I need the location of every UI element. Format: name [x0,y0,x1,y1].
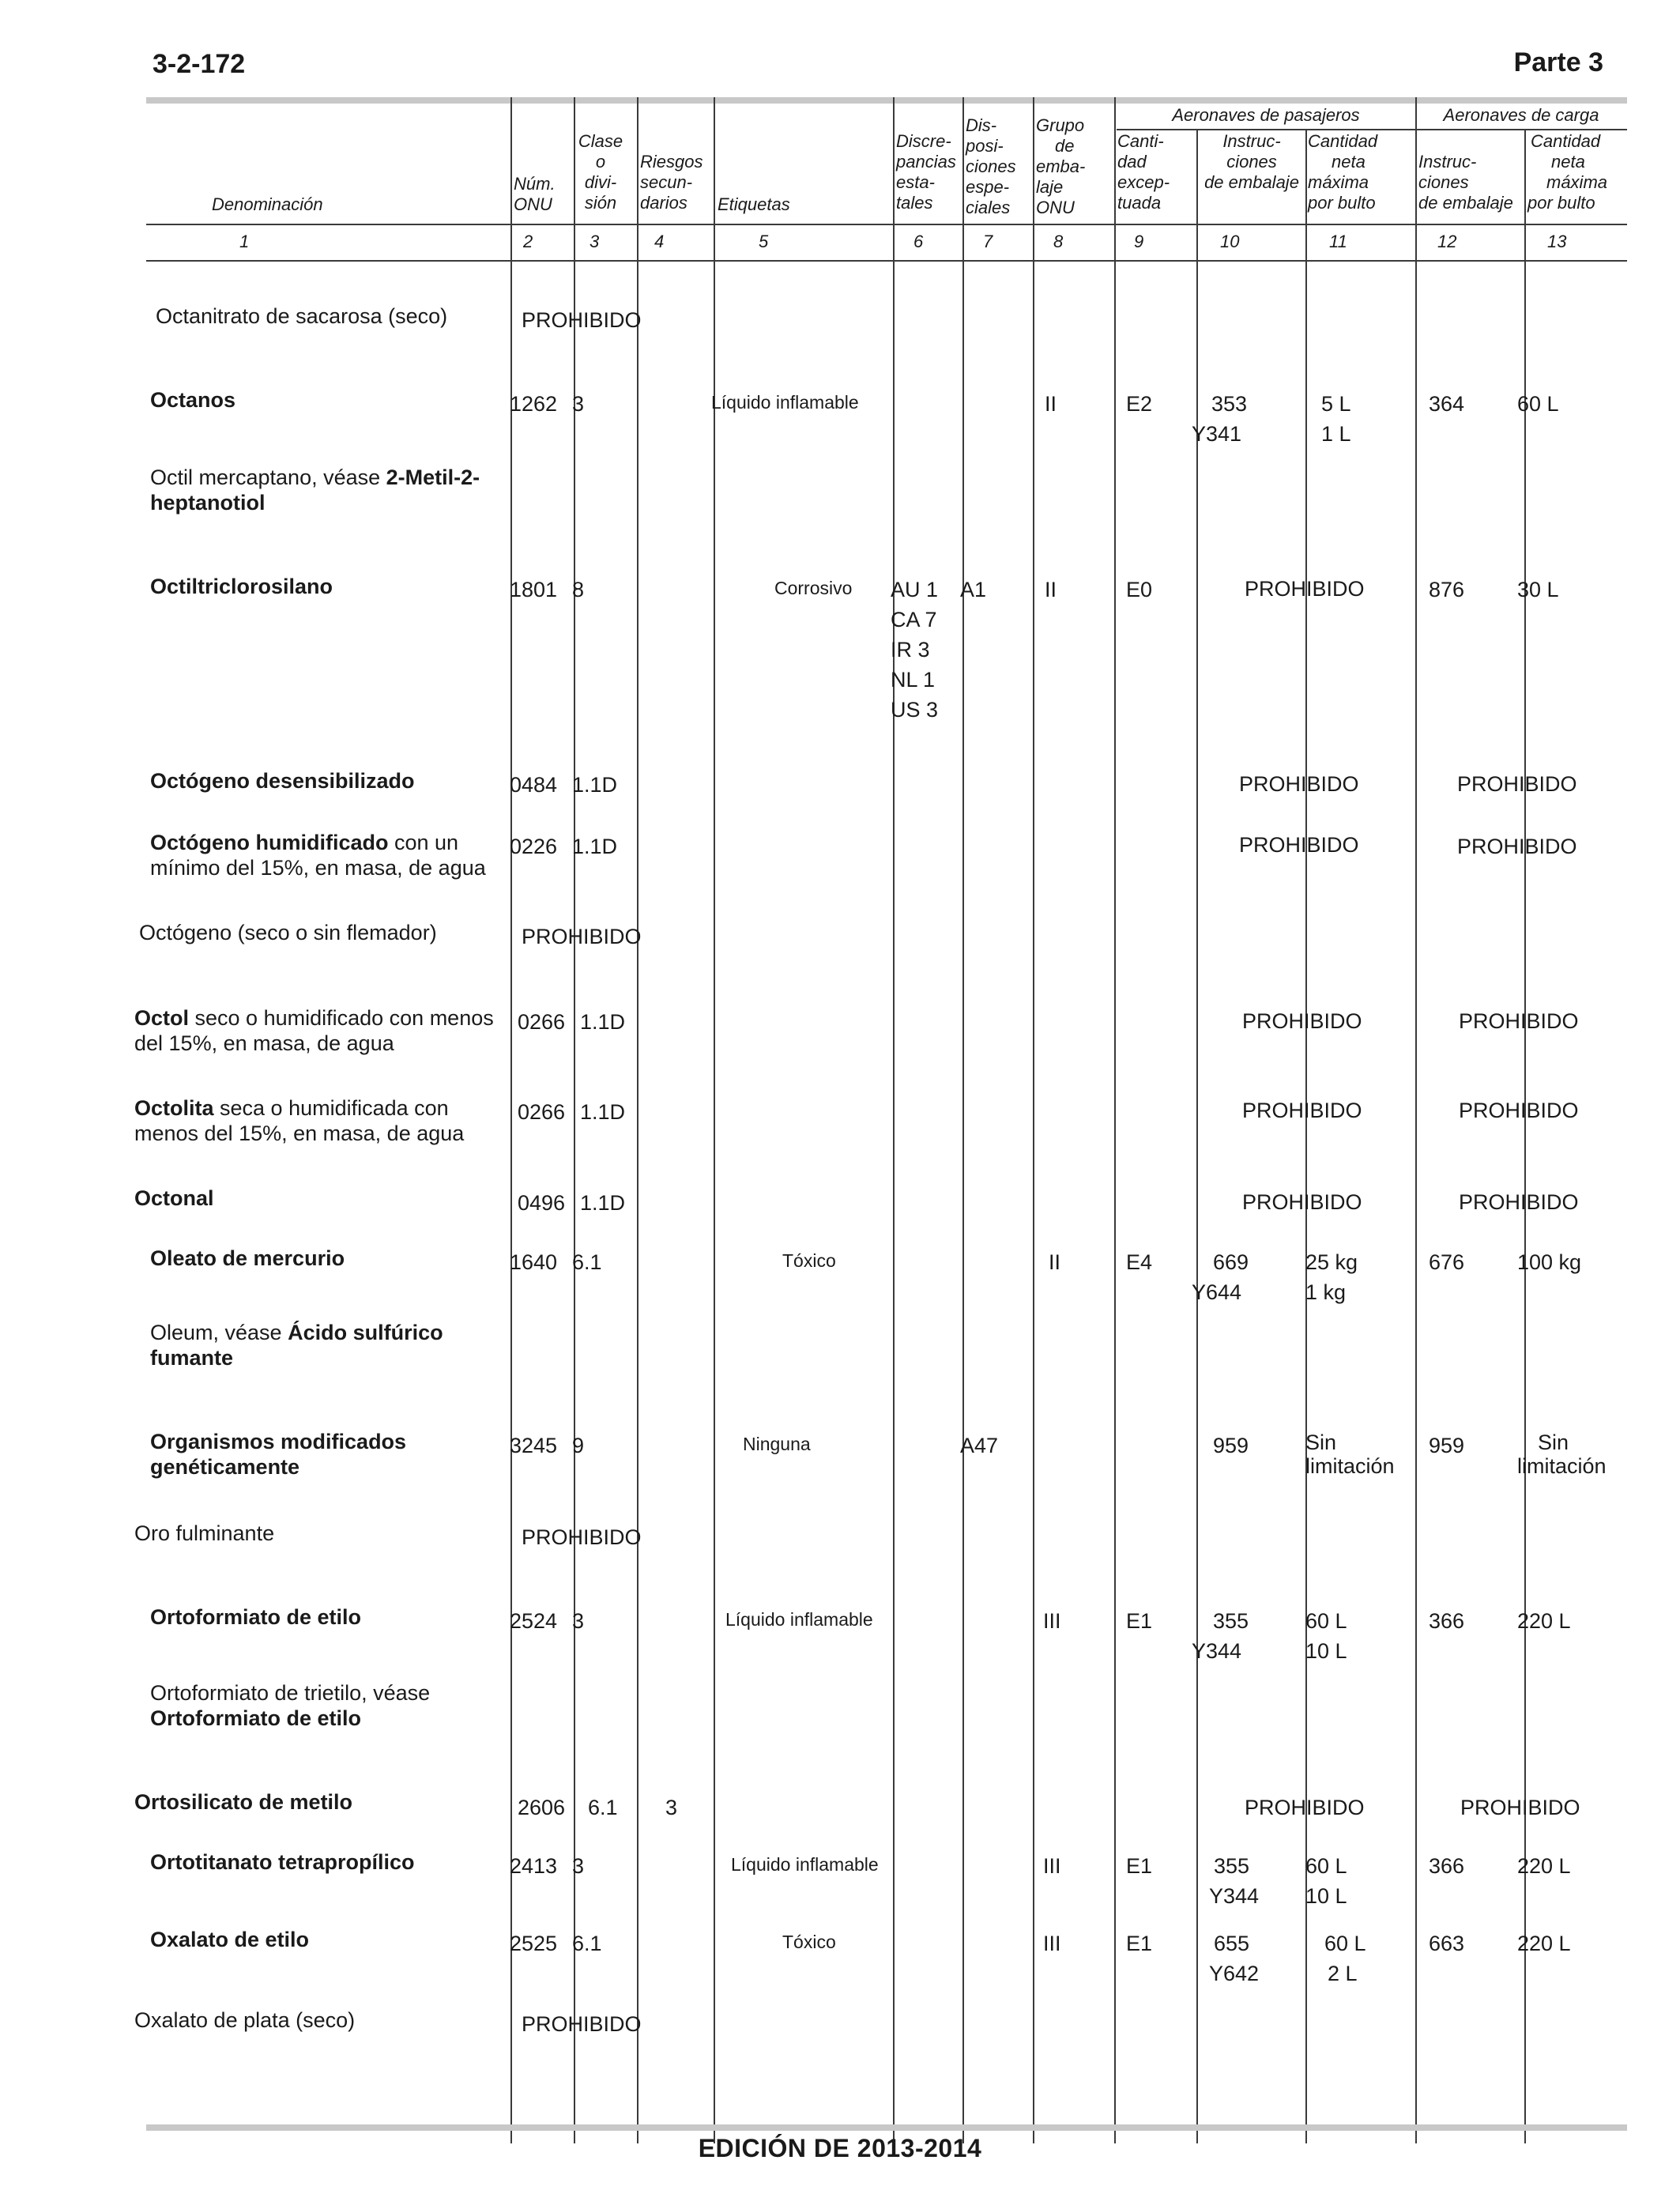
forbidden-all: PROHIBIDO [522,1525,642,1549]
onu-number: 0484 [510,773,558,797]
qty-passenger: 60 L 2 L [1324,1932,1366,1985]
col-number-7: 7 [983,232,993,251]
forbidden-all: PROHIBIDO [522,308,642,332]
col-number-6: 6 [913,232,924,251]
header-cantidad-pasajeros: Cantidad neta máxima por bulto [1308,131,1378,213]
header-grupo: Grupo de emba- laje ONU [1036,115,1086,217]
label-value: Corrosivo [774,578,853,598]
header-riesgos: Riesgos secun- darios [640,152,703,213]
row-name: Oro fulminante [134,1521,275,1545]
row-name: Octógeno desensibilizado [150,769,415,793]
onu-number: 1801 [510,578,558,601]
bottom-rule [146,2124,1627,2131]
pi-cargo: 876 [1429,578,1465,601]
excepted-qty: E1 [1126,1854,1153,1878]
header-divider-line [146,224,1627,225]
qty-cargo: 220 L [1517,1609,1571,1633]
passenger-forbidden: PROHIBIDO [1242,1009,1362,1033]
row-name: Oxalato de plata (seco) [134,2008,356,2032]
row-name: Octol seco o humidificado con menos del 15%, en masa, de agua [134,1006,494,1055]
header-cantidad-carga: Cantidad neta máxima por bulto [1527,131,1608,213]
row-name: Oxalato de etilo [150,1928,310,1951]
forbidden-all: PROHIBIDO [522,2012,642,2036]
pi-cargo: 366 [1429,1609,1465,1633]
label-value: Líquido inflamable [711,392,859,413]
label-value: Líquido inflamable [731,1854,879,1875]
col-line-11 [1305,129,1307,2143]
qty-cargo: 30 L [1517,578,1559,601]
header-instrucciones-pasajeros: Instruc- ciones de embalaje [1204,131,1299,192]
col-number-2: 2 [523,232,533,251]
row-name: Octil mercaptano, véase 2-Metil-2-heptanotiol [150,466,480,515]
col-line-7 [962,97,964,2143]
col-line-13 [1524,129,1526,2143]
class-value: 9 [572,1434,585,1457]
excepted-qty: E1 [1126,1932,1153,1955]
pi-passenger: 355 Y344 [1192,1609,1249,1663]
pi-cargo: 663 [1429,1932,1465,1955]
row-name: Octolita seca o humidificada con menos del 15%, en masa, de agua [134,1096,465,1145]
onu-number: 2606 [518,1796,566,1819]
row-name: Organismos modificados genéticamente [150,1430,407,1479]
pi-cargo: 364 [1429,392,1465,416]
row-name: Oleum, véase Ácido sulfúrico fumante [150,1321,443,1370]
row-name: Octógeno humidificado con un mínimo del 15%, en masa, de agua [150,831,486,880]
label-value: Tóxico [782,1932,836,1952]
packing-group: II [1049,1250,1061,1274]
cargo-forbidden: PROHIBIDO [1459,1099,1579,1122]
onu-number: 0226 [510,835,558,858]
part-label: Parte 3 [1513,47,1603,77]
qty-cargo: 220 L [1517,1932,1571,1955]
col-number-10: 10 [1220,232,1240,251]
col-line-9 [1114,97,1116,2143]
onu-number: 2525 [510,1932,558,1955]
qty-passenger: 5 L 1 L [1321,392,1351,446]
qty-passenger: 60 L 10 L [1305,1609,1347,1663]
header-num-onu: Núm. ONU [514,174,556,214]
class-value: 1.1D [580,1100,626,1124]
header-disposiciones: Dis- posi- ciones espe- ciales [966,115,1016,217]
edition-footer: EDICIÓN DE 2013-2014 [698,2134,982,2162]
pi-cargo: 676 [1429,1250,1465,1274]
passenger-forbidden: PROHIBIDO [1242,1099,1362,1122]
row-name: Ortosilicato de metilo [134,1790,353,1814]
qty-cargo: 220 L [1517,1854,1571,1878]
onu-number: 1262 [510,392,558,416]
col-number-4: 4 [654,232,665,251]
class-value: 3 [572,392,585,416]
state-variations: AU 1 CA 7 IR 3 NL 1 US 3 [891,578,939,722]
row-name: Ortoformiato de trietilo, véase Ortoformiato de etilo [150,1681,431,1730]
subsidiary-risk: 3 [665,1796,678,1819]
header-pasajeros: Aeronaves de pasajeros [1172,105,1360,125]
pi-cargo: 366 [1429,1854,1465,1878]
onu-number: 2413 [510,1854,558,1878]
packing-group: III [1043,1854,1061,1878]
col-number-11: 11 [1329,232,1347,251]
passenger-forbidden: PROHIBIDO [1245,1796,1365,1819]
pi-passenger: 959 [1213,1434,1249,1457]
row-name: Octógeno (seco o sin flemador) [139,921,437,944]
passenger-forbidden: PROHIBIDO [1245,577,1365,601]
header-denominacion: Denominación [212,194,323,214]
pi-passenger: 669 Y644 [1192,1250,1249,1304]
col-number-1: 1 [239,232,250,251]
excepted-qty: E4 [1126,1250,1153,1274]
class-value: 8 [572,578,585,601]
onu-number: 0266 [518,1010,566,1034]
excepted-qty: E2 [1126,392,1153,416]
header-clase: Clase o divi- sión [578,131,623,213]
col-number-13: 13 [1547,232,1567,251]
label-value: Tóxico [782,1250,836,1271]
row-name: Octanitrato de sacarosa (seco) [156,304,448,328]
row-name: Octiltriclorosilano [150,575,333,598]
excepted-qty: E0 [1126,578,1153,601]
row-name: Octonal [134,1186,214,1210]
label-value: Líquido inflamable [725,1609,873,1630]
header-instrucciones-carga: Instruc- ciones de embalaje [1418,152,1513,213]
pi-passenger: 655 Y642 [1209,1932,1260,1985]
class-value: 6.1 [588,1796,618,1819]
col-line-12 [1415,97,1417,2143]
packing-group: III [1043,1932,1061,1955]
aircraft-group-line [1117,129,1627,130]
col-number-3: 3 [590,232,600,251]
colnumber-divider-line [146,260,1627,262]
class-value: 1.1D [580,1191,626,1215]
passenger-forbidden: PROHIBIDO [1239,833,1359,857]
col-line-6 [893,97,895,2143]
class-value: 3 [572,1609,585,1633]
onu-number: 3245 [510,1434,558,1457]
header-discrepancias: Discre- pancias esta- tales [896,131,956,213]
qty-cargo: Sin limitación [1517,1431,1607,1478]
class-value: 6.1 [572,1932,602,1955]
col-number-12: 12 [1437,232,1457,251]
pi-passenger: 353 Y341 [1192,392,1248,446]
header-cantidad-exceptuada: Canti- dad excep- tuada [1117,131,1170,213]
special-provision: A47 [960,1434,999,1457]
col-number-8: 8 [1053,232,1064,251]
row-name: Ortotitanato tetrapropílico [150,1850,415,1874]
class-value: 1.1D [580,1010,626,1034]
qty-passenger: 25 kg 1 kg [1305,1250,1358,1304]
cargo-forbidden: PROHIBIDO [1459,1009,1579,1033]
packing-group: II [1045,392,1057,416]
top-rule [146,97,1627,104]
cargo-forbidden: PROHIBIDO [1457,772,1577,796]
onu-number: 0266 [518,1100,566,1124]
qty-cargo: 60 L [1517,392,1559,416]
pi-passenger: 355 Y344 [1209,1854,1260,1908]
cargo-forbidden: PROHIBIDO [1459,1190,1579,1214]
qty-cargo: 100 kg [1517,1250,1582,1274]
row-name: Octanos [150,388,236,412]
passenger-forbidden: PROHIBIDO [1242,1190,1362,1214]
class-value: 6.1 [572,1250,602,1274]
col-line-4 [637,97,638,2143]
qty-passenger: Sin limitación [1305,1431,1395,1478]
class-value: 1.1D [572,835,618,858]
pi-cargo: 959 [1429,1434,1465,1457]
col-number-9: 9 [1134,232,1144,251]
passenger-forbidden: PROHIBIDO [1239,772,1359,796]
col-line-8 [1033,97,1034,2143]
onu-number: 0496 [518,1191,566,1215]
packing-group: II [1045,578,1057,601]
onu-number: 1640 [510,1250,558,1274]
header-etiquetas: Etiquetas [718,194,790,214]
row-name: Ortoformiato de etilo [150,1605,362,1629]
onu-number: 2524 [510,1609,558,1633]
packing-group: III [1043,1609,1061,1633]
forbidden-all: PROHIBIDO [522,925,642,948]
header-carga: Aeronaves de carga [1443,105,1599,125]
label-value: Ninguna [743,1434,811,1454]
class-value: 1.1D [572,773,618,797]
cargo-forbidden: PROHIBIDO [1457,835,1577,858]
page-number: 3-2-172 [153,49,246,79]
cargo-forbidden: PROHIBIDO [1460,1796,1580,1819]
qty-passenger: 60 L 10 L [1305,1854,1347,1908]
class-value: 3 [572,1854,585,1878]
excepted-qty: E1 [1126,1609,1153,1633]
col-number-5: 5 [759,232,769,251]
special-provision: A1 [960,578,987,601]
row-name: Oleato de mercurio [150,1246,345,1270]
